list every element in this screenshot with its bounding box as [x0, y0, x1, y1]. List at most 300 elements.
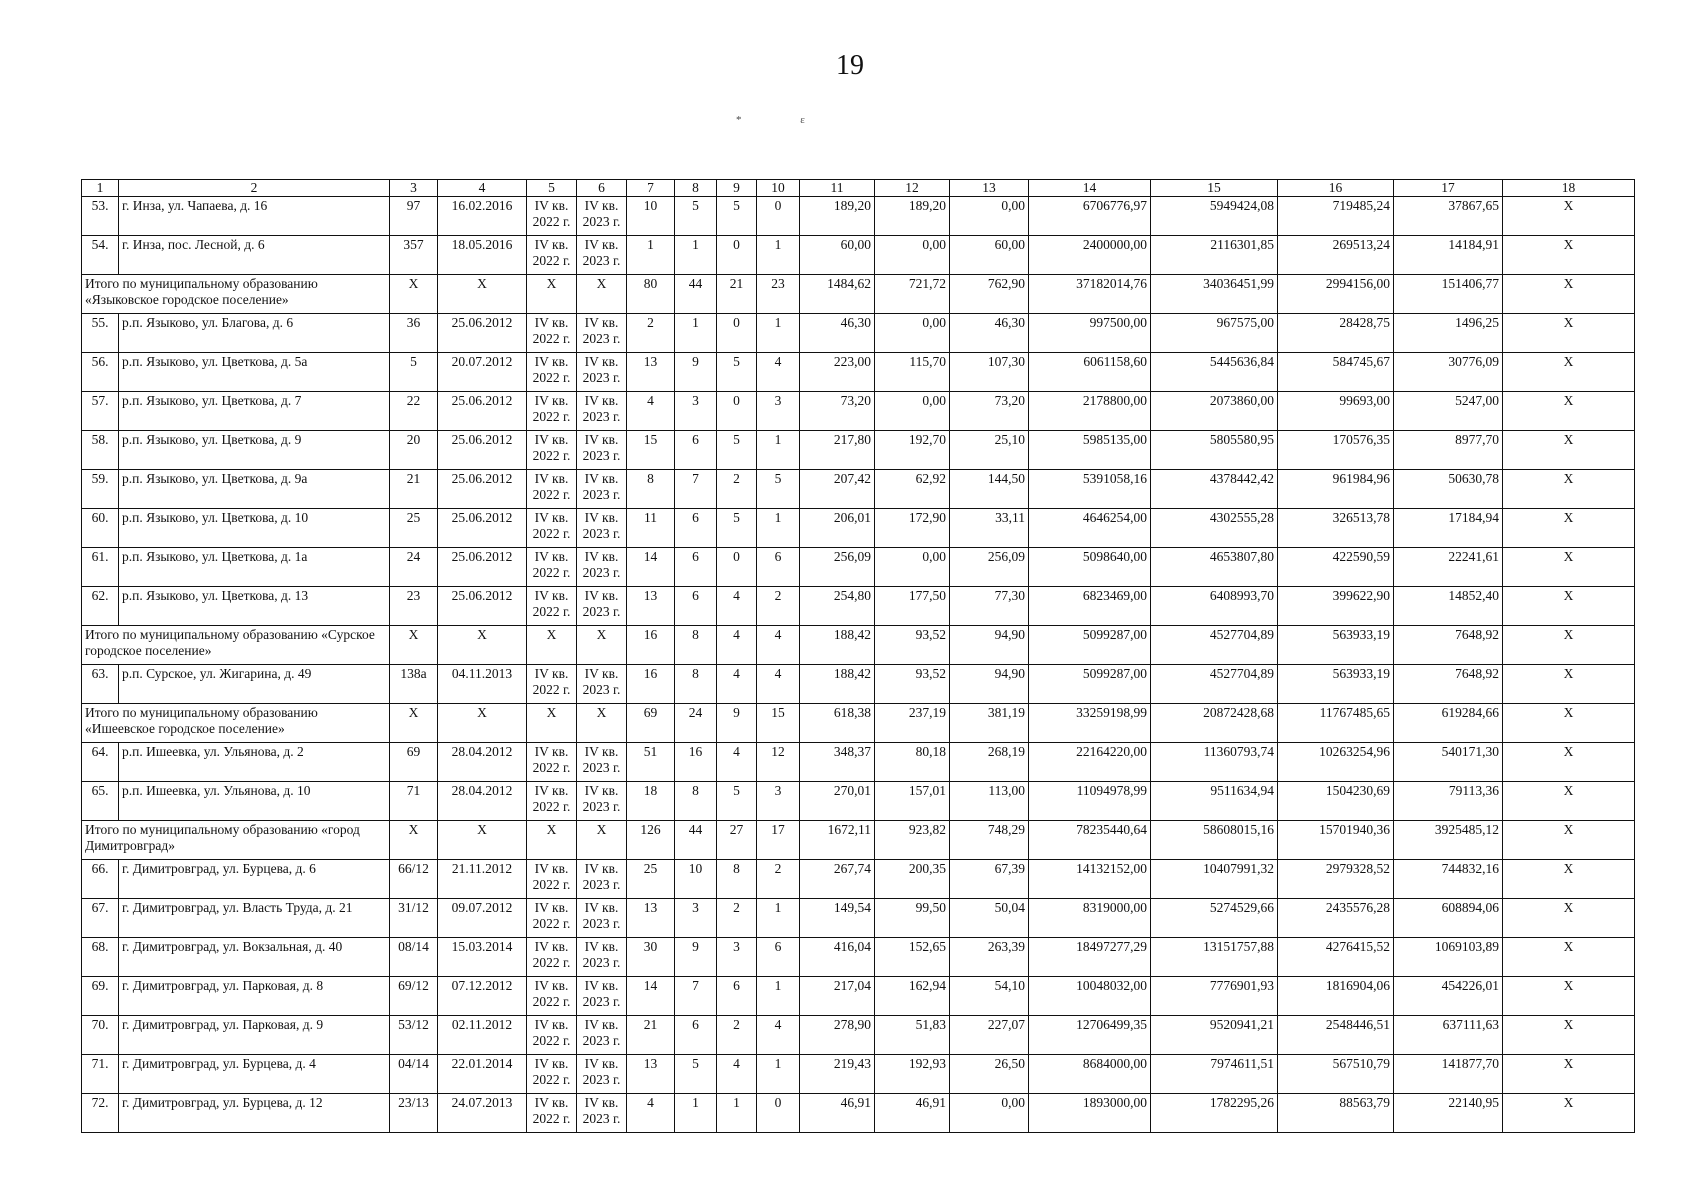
- quarter-label: IV кв.: [584, 1056, 619, 1071]
- date: 25.06.2012: [438, 314, 527, 353]
- address: р.п. Языково, ул. Цветкова, д. 9: [119, 431, 390, 470]
- quarter-label: IV кв.: [534, 861, 569, 876]
- cell-value: 20: [390, 431, 438, 470]
- cell-value: 6: [675, 431, 717, 470]
- cell-value: Х: [438, 821, 527, 860]
- cell-value: Х: [577, 704, 627, 743]
- row-number: 55.: [82, 314, 119, 353]
- cell-value: 99693,00: [1278, 392, 1394, 431]
- quarter: [577, 938, 627, 977]
- cell-value: 30: [627, 938, 675, 977]
- quarter-label: IV кв.: [584, 588, 619, 603]
- address: р.п. Языково, ул. Цветкова, д. 13: [119, 587, 390, 626]
- quarter: [577, 1055, 627, 1094]
- cell-value: 1816904,06: [1278, 977, 1394, 1016]
- cell-value: 4: [627, 392, 675, 431]
- address: г. Инза, пос. Лесной, д. 6: [119, 236, 390, 275]
- year-label: 2022 г.: [532, 877, 571, 892]
- cell-value: 200,35: [875, 860, 950, 899]
- cell-value: 66/12: [390, 860, 438, 899]
- year-label: 2023 г.: [582, 487, 621, 502]
- cell-value: 268,19: [950, 743, 1029, 782]
- cell-value: 326513,78: [1278, 509, 1394, 548]
- cell-value: 188,42: [800, 626, 875, 665]
- quarter-label: IV кв.: [584, 939, 619, 954]
- year-label: 2023 г.: [582, 409, 621, 424]
- cell-value: 79113,36: [1394, 782, 1503, 821]
- column-number: 18: [1503, 180, 1635, 197]
- cell-value: 31/12: [390, 899, 438, 938]
- cell-value: 78235440,64: [1029, 821, 1151, 860]
- quarter: [577, 314, 627, 353]
- date: 28.04.2012: [438, 743, 527, 782]
- cell-value: 69/12: [390, 977, 438, 1016]
- year-label: 2022 г.: [532, 1072, 571, 1087]
- cell-value: 192,93: [875, 1055, 950, 1094]
- date: 20.07.2012: [438, 353, 527, 392]
- cell-value: Х: [1503, 1055, 1635, 1094]
- quarter: [577, 509, 627, 548]
- cell-value: 563933,19: [1278, 665, 1394, 704]
- cell-value: 6: [675, 548, 717, 587]
- cell-value: 53/12: [390, 1016, 438, 1055]
- address: р.п. Языково, ул. Цветкова, д. 7: [119, 392, 390, 431]
- table-row: [82, 1094, 1635, 1133]
- cell-value: 151406,77: [1394, 275, 1503, 314]
- cell-value: 348,37: [800, 743, 875, 782]
- quarter-label: IV кв.: [534, 978, 569, 993]
- cell-value: 4653807,80: [1151, 548, 1278, 587]
- cell-value: 0,00: [875, 392, 950, 431]
- cell-value: 619284,66: [1394, 704, 1503, 743]
- cell-value: 73,20: [950, 392, 1029, 431]
- cell-value: 3: [675, 392, 717, 431]
- cell-value: 93,52: [875, 626, 950, 665]
- quarter: [527, 899, 577, 938]
- cell-value: 207,42: [800, 470, 875, 509]
- cell-value: 381,19: [950, 704, 1029, 743]
- table-row: [82, 236, 1635, 275]
- cell-value: 15: [627, 431, 675, 470]
- cell-value: Х: [1503, 392, 1635, 431]
- quarter: [527, 938, 577, 977]
- cell-value: 223,00: [800, 353, 875, 392]
- cell-value: 256,09: [800, 548, 875, 587]
- cell-value: 608894,06: [1394, 899, 1503, 938]
- cell-value: 0: [757, 197, 800, 236]
- cell-value: Х: [1503, 470, 1635, 509]
- cell-value: 6: [675, 1016, 717, 1055]
- cell-value: Х: [390, 275, 438, 314]
- quarter: [527, 1016, 577, 1055]
- date: 25.06.2012: [438, 470, 527, 509]
- cell-value: 5: [717, 782, 757, 821]
- subtotal-row: [82, 275, 1635, 314]
- quarter: [577, 236, 627, 275]
- cell-value: 152,65: [875, 938, 950, 977]
- cell-value: 227,07: [950, 1016, 1029, 1055]
- cell-value: 6408993,70: [1151, 587, 1278, 626]
- address: р.п. Ишеевка, ул. Ульянова, д. 2: [119, 743, 390, 782]
- row-number: 60.: [82, 509, 119, 548]
- quarter-label: IV кв.: [584, 393, 619, 408]
- cell-value: 584745,67: [1278, 353, 1394, 392]
- cell-value: Х: [1503, 548, 1635, 587]
- cell-value: 25: [390, 509, 438, 548]
- year-label: 2023 г.: [582, 760, 621, 775]
- quarter-label: IV кв.: [534, 744, 569, 759]
- cell-value: Х: [577, 821, 627, 860]
- date: 07.12.2012: [438, 977, 527, 1016]
- table-row: [82, 548, 1635, 587]
- cell-value: 2: [627, 314, 675, 353]
- cell-value: 1: [757, 314, 800, 353]
- cell-value: Х: [577, 275, 627, 314]
- cell-value: 99,50: [875, 899, 950, 938]
- cell-value: 1: [757, 1055, 800, 1094]
- cell-value: 7974611,51: [1151, 1055, 1278, 1094]
- quarter: [577, 977, 627, 1016]
- quarter: [577, 587, 627, 626]
- row-number: 62.: [82, 587, 119, 626]
- quarter: [527, 548, 577, 587]
- quarter-label: IV кв.: [534, 1017, 569, 1032]
- cell-value: 113,00: [950, 782, 1029, 821]
- cell-value: 3: [717, 938, 757, 977]
- address: р.п. Языково, ул. Цветкова, д. 10: [119, 509, 390, 548]
- date: 02.11.2012: [438, 1016, 527, 1055]
- cell-value: 3: [675, 899, 717, 938]
- column-number: 14: [1029, 180, 1151, 197]
- subtotal-row: [82, 704, 1635, 743]
- cell-value: 9: [675, 938, 717, 977]
- row-number: 63.: [82, 665, 119, 704]
- quarter-label: IV кв.: [534, 471, 569, 486]
- address: г. Димитровград, ул. Бурцева, д. 4: [119, 1055, 390, 1094]
- quarter-label: IV кв.: [534, 237, 569, 252]
- quarter-label: IV кв.: [584, 666, 619, 681]
- cell-value: 46,30: [800, 314, 875, 353]
- address: г. Димитровград, ул. Бурцева, д. 6: [119, 860, 390, 899]
- cell-value: 12706499,35: [1029, 1016, 1151, 1055]
- date: 25.06.2012: [438, 548, 527, 587]
- cell-value: 25,10: [950, 431, 1029, 470]
- quarter-label: IV кв.: [584, 1017, 619, 1032]
- subtotal-label: Итого по муниципальному образованию «Ишеевское городское поселение»: [82, 704, 390, 743]
- cell-value: Х: [577, 626, 627, 665]
- quarter-label: IV кв.: [534, 549, 569, 564]
- address: р.п. Языково, ул. Цветкова, д. 5а: [119, 353, 390, 392]
- cell-value: 278,90: [800, 1016, 875, 1055]
- quarter-label: IV кв.: [584, 783, 619, 798]
- cell-value: 1069103,89: [1394, 938, 1503, 977]
- quarter-label: IV кв.: [534, 354, 569, 369]
- quarter: [527, 743, 577, 782]
- address: р.п. Ишеевка, ул. Ульянова, д. 10: [119, 782, 390, 821]
- cell-value: 1: [757, 977, 800, 1016]
- cell-value: 9520941,21: [1151, 1016, 1278, 1055]
- row-number: 53.: [82, 197, 119, 236]
- cell-value: 189,20: [800, 197, 875, 236]
- cell-value: 17: [757, 821, 800, 860]
- cell-value: 1: [675, 314, 717, 353]
- quarter-label: IV кв.: [584, 861, 619, 876]
- quarter: [577, 197, 627, 236]
- table-row: [82, 977, 1635, 1016]
- cell-value: 13: [627, 587, 675, 626]
- cell-value: 4276415,52: [1278, 938, 1394, 977]
- cell-value: 11: [627, 509, 675, 548]
- quarter: [577, 899, 627, 938]
- cell-value: 15701940,36: [1278, 821, 1394, 860]
- year-label: 2023 г.: [582, 994, 621, 1009]
- cell-value: 4527704,89: [1151, 665, 1278, 704]
- year-label: 2022 г.: [532, 448, 571, 463]
- cell-value: 2: [757, 860, 800, 899]
- cell-value: Х: [1503, 977, 1635, 1016]
- quarter-label: IV кв.: [534, 315, 569, 330]
- cell-value: Х: [1503, 353, 1635, 392]
- address: р.п. Языково, ул. Цветкова, д. 9а: [119, 470, 390, 509]
- cell-value: 34036451,99: [1151, 275, 1278, 314]
- cell-value: 22140,95: [1394, 1094, 1503, 1133]
- cell-value: 1: [675, 236, 717, 275]
- cell-value: 2548446,51: [1278, 1016, 1394, 1055]
- quarter-label: IV кв.: [534, 393, 569, 408]
- cell-value: 157,01: [875, 782, 950, 821]
- cell-value: 4: [717, 587, 757, 626]
- quarter: [577, 782, 627, 821]
- subtotal-row: [82, 626, 1635, 665]
- cell-value: 115,70: [875, 353, 950, 392]
- column-number: 8: [675, 180, 717, 197]
- column-number: 17: [1394, 180, 1503, 197]
- year-label: 2022 г.: [532, 1033, 571, 1048]
- cell-value: 762,90: [950, 275, 1029, 314]
- cell-value: 961984,96: [1278, 470, 1394, 509]
- quarter-label: IV кв.: [584, 978, 619, 993]
- cell-value: 69: [627, 704, 675, 743]
- cell-value: 22: [390, 392, 438, 431]
- cell-value: 14184,91: [1394, 236, 1503, 275]
- quarter: [527, 470, 577, 509]
- cell-value: 1484,62: [800, 275, 875, 314]
- row-number: 57.: [82, 392, 119, 431]
- year-label: 2022 г.: [532, 409, 571, 424]
- cell-value: Х: [1503, 1094, 1635, 1133]
- table-row: [82, 314, 1635, 353]
- cell-value: 71: [390, 782, 438, 821]
- cell-value: 15: [757, 704, 800, 743]
- cell-value: 58608015,16: [1151, 821, 1278, 860]
- cell-value: 1: [757, 509, 800, 548]
- date: 25.06.2012: [438, 587, 527, 626]
- table-row: [82, 782, 1635, 821]
- cell-value: 62,92: [875, 470, 950, 509]
- table-row: [82, 392, 1635, 431]
- cell-value: 721,72: [875, 275, 950, 314]
- cell-value: 172,90: [875, 509, 950, 548]
- cell-value: Х: [390, 821, 438, 860]
- row-number: 64.: [82, 743, 119, 782]
- cell-value: Х: [1503, 743, 1635, 782]
- cell-value: 51,83: [875, 1016, 950, 1055]
- quarter: [527, 977, 577, 1016]
- quarter: [577, 665, 627, 704]
- cell-value: 26,50: [950, 1055, 1029, 1094]
- cell-value: 2073860,00: [1151, 392, 1278, 431]
- date: 21.11.2012: [438, 860, 527, 899]
- cell-value: 14: [627, 977, 675, 1016]
- year-label: 2022 г.: [532, 253, 571, 268]
- cell-value: 9: [675, 353, 717, 392]
- year-label: 2022 г.: [532, 604, 571, 619]
- year-label: 2022 г.: [532, 565, 571, 580]
- cell-value: 177,50: [875, 587, 950, 626]
- quarter-label: IV кв.: [584, 471, 619, 486]
- cell-value: 9: [717, 704, 757, 743]
- quarter-label: IV кв.: [584, 744, 619, 759]
- subtotal-label: Итого по муниципальному образованию «город Димитровград»: [82, 821, 390, 860]
- quarter: [527, 860, 577, 899]
- cell-value: 8: [675, 665, 717, 704]
- quarter-label: IV кв.: [584, 900, 619, 915]
- cell-value: 192,70: [875, 431, 950, 470]
- cell-value: 637111,63: [1394, 1016, 1503, 1055]
- cell-value: 50,04: [950, 899, 1029, 938]
- cell-value: 46,91: [875, 1094, 950, 1133]
- cell-value: 138а: [390, 665, 438, 704]
- year-label: 2023 г.: [582, 370, 621, 385]
- cell-value: 8684000,00: [1029, 1055, 1151, 1094]
- quarter-label: IV кв.: [584, 198, 619, 213]
- year-label: 2023 г.: [582, 1072, 621, 1087]
- cell-value: 4527704,89: [1151, 626, 1278, 665]
- quarter: [577, 1094, 627, 1133]
- year-label: 2023 г.: [582, 565, 621, 580]
- cell-value: 270,01: [800, 782, 875, 821]
- cell-value: 0: [717, 236, 757, 275]
- quarter: [577, 1016, 627, 1055]
- cell-value: 8: [675, 626, 717, 665]
- cell-value: Х: [1503, 275, 1635, 314]
- cell-value: 18497277,29: [1029, 938, 1151, 977]
- table-row: [82, 197, 1635, 236]
- cell-value: 967575,00: [1151, 314, 1278, 353]
- cell-value: 28428,75: [1278, 314, 1394, 353]
- quarter: [527, 665, 577, 704]
- cell-value: 23/13: [390, 1094, 438, 1133]
- cell-value: Х: [390, 626, 438, 665]
- cell-value: 69: [390, 743, 438, 782]
- column-number: 1: [82, 180, 119, 197]
- table-row: [82, 899, 1635, 938]
- cell-value: Х: [1503, 509, 1635, 548]
- cell-value: 567510,79: [1278, 1055, 1394, 1094]
- cell-value: 6706776,97: [1029, 197, 1151, 236]
- cell-value: Х: [1503, 197, 1635, 236]
- cell-value: 16: [627, 665, 675, 704]
- address: г. Димитровград, ул. Бурцева, д. 12: [119, 1094, 390, 1133]
- cell-value: 540171,30: [1394, 743, 1503, 782]
- cell-value: 12: [757, 743, 800, 782]
- cell-value: 0: [717, 548, 757, 587]
- table-row: [82, 1016, 1635, 1055]
- cell-value: 217,80: [800, 431, 875, 470]
- cell-value: 46,91: [800, 1094, 875, 1133]
- cell-value: 22164220,00: [1029, 743, 1151, 782]
- cell-value: 2: [717, 1016, 757, 1055]
- address: р.п. Языково, ул. Благова, д. 6: [119, 314, 390, 353]
- quarter-label: IV кв.: [534, 1095, 569, 1110]
- date: 09.07.2012: [438, 899, 527, 938]
- year-label: 2023 г.: [582, 448, 621, 463]
- table-row: [82, 1055, 1635, 1094]
- cell-value: 254,80: [800, 587, 875, 626]
- column-number: 12: [875, 180, 950, 197]
- quarter: [577, 860, 627, 899]
- quarter-label: IV кв.: [584, 1095, 619, 1110]
- cell-value: Х: [1503, 860, 1635, 899]
- cell-value: 719485,24: [1278, 197, 1394, 236]
- table-row: [82, 860, 1635, 899]
- cell-value: 263,39: [950, 938, 1029, 977]
- year-label: 2023 г.: [582, 799, 621, 814]
- cell-value: 1893000,00: [1029, 1094, 1151, 1133]
- cell-value: 217,04: [800, 977, 875, 1016]
- year-label: 2022 г.: [532, 370, 571, 385]
- quarter: [527, 509, 577, 548]
- cell-value: Х: [1503, 626, 1635, 665]
- quarter: [527, 392, 577, 431]
- cell-value: 5985135,00: [1029, 431, 1151, 470]
- quarter: [527, 314, 577, 353]
- address: г. Инза, ул. Чапаева, д. 16: [119, 197, 390, 236]
- cell-value: 44: [675, 275, 717, 314]
- cell-value: 14852,40: [1394, 587, 1503, 626]
- quarter: [527, 236, 577, 275]
- cell-value: 2: [757, 587, 800, 626]
- date: 04.11.2013: [438, 665, 527, 704]
- cell-value: 10407991,32: [1151, 860, 1278, 899]
- address: г. Димитровград, ул. Парковая, д. 8: [119, 977, 390, 1016]
- cell-value: 80: [627, 275, 675, 314]
- cell-value: 21: [390, 470, 438, 509]
- cell-value: 1672,11: [800, 821, 875, 860]
- row-number: 54.: [82, 236, 119, 275]
- column-number: 2: [119, 180, 390, 197]
- column-number: 11: [800, 180, 875, 197]
- cell-value: 5: [717, 509, 757, 548]
- cell-value: Х: [527, 821, 577, 860]
- cell-value: Х: [1503, 1016, 1635, 1055]
- address: р.п. Сурское, ул. Жигарина, д. 49: [119, 665, 390, 704]
- cell-value: 2178800,00: [1029, 392, 1151, 431]
- cell-value: 77,30: [950, 587, 1029, 626]
- cell-value: 5949424,08: [1151, 197, 1278, 236]
- cell-value: 23: [757, 275, 800, 314]
- row-number: 68.: [82, 938, 119, 977]
- cell-value: 618,38: [800, 704, 875, 743]
- quarter-label: IV кв.: [534, 432, 569, 447]
- cell-value: 4: [757, 1016, 800, 1055]
- cell-value: 37182014,76: [1029, 275, 1151, 314]
- cell-value: 67,39: [950, 860, 1029, 899]
- cell-value: 14: [627, 548, 675, 587]
- cell-value: 3: [757, 392, 800, 431]
- cell-value: 206,01: [800, 509, 875, 548]
- cell-value: 10: [627, 197, 675, 236]
